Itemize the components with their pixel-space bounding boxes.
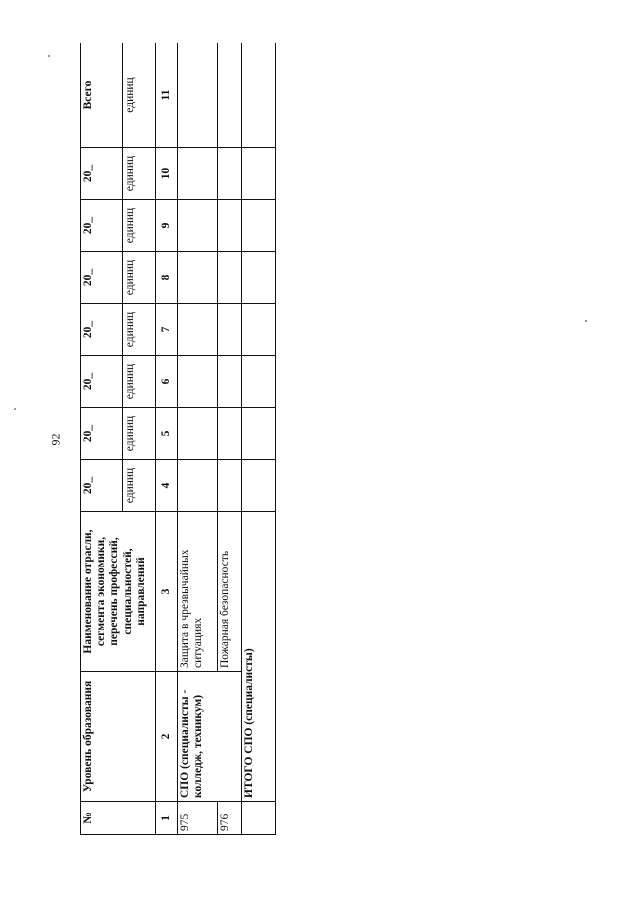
rotated-table-container	[80, 43, 276, 835]
specialty-name: Защита в чрезвычайных ситуациях	[177, 512, 217, 672]
header-level: Уровень образования	[81, 672, 156, 802]
header-year: 20_	[81, 252, 123, 304]
value-cell	[218, 304, 242, 356]
column-number-row	[156, 43, 178, 835]
column-number: 9	[156, 200, 178, 252]
header-name: Наименование отрасли, сегмента экономики, перечень профессий, специальностей, направлений	[81, 512, 156, 672]
header-unit: единиц	[122, 304, 156, 356]
level-cell: СПО (специалисты - колледж, техникум)	[177, 672, 241, 802]
column-number: 7	[156, 304, 178, 356]
column-number: 4	[156, 460, 178, 512]
total-label: ИТОГО СПО (специалисты)	[242, 512, 276, 802]
value-cell	[242, 148, 276, 200]
header-unit: единиц	[122, 148, 156, 200]
value-cell	[218, 408, 242, 460]
header-unit: единиц	[122, 252, 156, 304]
header-year: 20_	[81, 200, 123, 252]
value-cell	[218, 460, 242, 512]
column-number: 2	[156, 672, 178, 802]
value-cell	[177, 43, 217, 148]
column-number: 11	[156, 43, 178, 148]
column-number: 5	[156, 408, 178, 460]
header-year: 20_	[81, 148, 123, 200]
header-unit: единиц	[122, 200, 156, 252]
value-cell	[218, 200, 242, 252]
row-number: 975	[177, 802, 217, 835]
header-unit: единиц	[122, 356, 156, 408]
table-rotator	[80, 43, 276, 835]
scan-speck	[48, 55, 50, 57]
header-unit: единиц	[122, 43, 156, 148]
specialty-name: Пожарная безопасность	[218, 512, 242, 672]
column-number: 3	[156, 512, 178, 672]
value-cell	[177, 356, 217, 408]
value-cell	[177, 408, 217, 460]
column-number: 6	[156, 356, 178, 408]
value-cell	[218, 43, 242, 148]
value-cell	[218, 252, 242, 304]
value-cell	[177, 460, 217, 512]
education-table	[80, 43, 276, 835]
page-number: 92	[48, 433, 63, 446]
value-cell	[177, 148, 217, 200]
header-year: 20_	[81, 356, 123, 408]
scan-speck	[14, 408, 16, 410]
row-number: 976	[218, 802, 242, 835]
header-unit: единиц	[122, 460, 156, 512]
value-cell	[242, 200, 276, 252]
scan-speck	[585, 320, 587, 322]
header-total: Всего	[81, 43, 123, 148]
value-cell	[242, 460, 276, 512]
value-cell	[177, 200, 217, 252]
column-number: 8	[156, 252, 178, 304]
table-row	[177, 43, 217, 835]
value-cell	[242, 252, 276, 304]
header-year: 20_	[81, 460, 123, 512]
value-cell	[242, 356, 276, 408]
value-cell	[242, 408, 276, 460]
row-number	[242, 802, 276, 835]
column-number: 10	[156, 148, 178, 200]
header-row	[81, 43, 123, 835]
value-cell	[242, 43, 276, 148]
total-row	[242, 43, 276, 835]
header-num: №	[81, 802, 156, 835]
value-cell	[177, 304, 217, 356]
value-cell	[218, 356, 242, 408]
header-year: 20_	[81, 304, 123, 356]
value-cell	[242, 304, 276, 356]
header-unit: единиц	[122, 408, 156, 460]
value-cell	[218, 148, 242, 200]
column-number: 1	[156, 802, 178, 835]
header-year: 20_	[81, 408, 123, 460]
value-cell	[177, 252, 217, 304]
